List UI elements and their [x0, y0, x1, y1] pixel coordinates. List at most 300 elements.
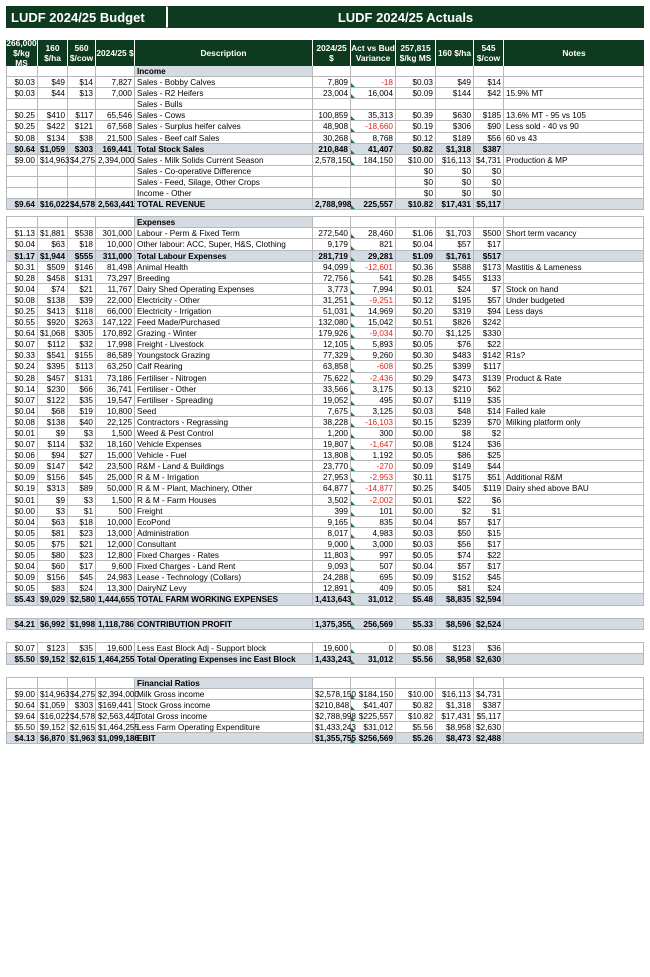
- description-cell: R & M - Farm Houses: [135, 495, 313, 505]
- actual-per-ha-cell: $57: [436, 561, 474, 571]
- actual-per-ha-cell: $152: [436, 572, 474, 582]
- actual-per-ha-cell: $0: [436, 188, 474, 198]
- description-cell: EBIT: [135, 733, 313, 743]
- actual-per-cow-cell: $0: [474, 188, 504, 198]
- budget-total-cell: 22,125: [96, 417, 135, 427]
- actual-per-cow-cell: $133: [474, 273, 504, 283]
- actual-per-kgms-cell: $0.07: [396, 395, 436, 405]
- budget-per-cow-cell: $113: [68, 361, 96, 371]
- description-cell: R & M - Irrigation: [135, 472, 313, 482]
- variance-cell: 28,460: [351, 228, 396, 238]
- budget-total-cell: 2,394,000: [98, 155, 135, 165]
- budget-per-cow-cell: $40: [68, 417, 96, 427]
- budget-per-kgms-cell: $0.08: [6, 295, 38, 305]
- budget-total-cell: 169,441: [96, 144, 135, 154]
- budget-total-cell: 13,000: [96, 528, 135, 538]
- variance-cell: 7,994: [351, 284, 396, 294]
- actual-total-cell: 272,540: [313, 228, 351, 238]
- actual-total-cell: 3,773: [313, 284, 351, 294]
- variance-cell: -18,660: [351, 121, 396, 131]
- budget-per-kgms-cell: $0.06: [6, 450, 38, 460]
- notes-cell: Mastitis & Lameness: [504, 262, 644, 272]
- notes-cell: [504, 450, 644, 460]
- notes-cell: R1s?: [504, 350, 644, 360]
- actual-per-kgms-cell: $1.09: [396, 251, 436, 261]
- variance-cell: 225,557: [351, 199, 396, 209]
- budget-per-ha-cell: $6,870: [38, 733, 68, 743]
- description-cell: Vehicle Expenses: [135, 439, 313, 449]
- budget-per-cow-cell: $303: [68, 700, 96, 710]
- budget-per-ha-cell: $6,992: [38, 619, 68, 629]
- budget-per-kgms-cell: $0.07: [6, 339, 38, 349]
- budget-per-kgms-cell: $1.13: [6, 228, 38, 238]
- actual-total-cell: 1,413,643: [315, 595, 352, 605]
- table-row: [6, 88, 644, 99]
- budget-per-ha-cell: $395: [38, 361, 68, 371]
- budget-per-kgms-cell: $9.00: [6, 155, 38, 165]
- notes-cell: [504, 328, 644, 338]
- empty-cell: [351, 678, 396, 688]
- title-row: [6, 6, 644, 28]
- budget-total-cell: 7,827: [96, 77, 135, 87]
- empty-cell: [96, 66, 135, 76]
- spacer-row: [6, 665, 644, 678]
- actual-per-cow-cell: $51: [474, 472, 504, 482]
- variance-cell: 507: [351, 561, 396, 571]
- variance-cell: 16,004: [351, 88, 396, 98]
- actual-per-ha-cell: $1,703: [436, 228, 474, 238]
- variance-cell: -9,251: [351, 295, 396, 305]
- budget-per-cow-cell: [68, 99, 96, 109]
- actual-per-ha-cell: $57: [436, 239, 474, 249]
- budget-per-cow-cell: [68, 188, 96, 198]
- description-cell: TOTAL REVENUE: [135, 199, 313, 209]
- actual-total-cell: 48,908: [313, 121, 351, 131]
- variance-cell: 3,175: [351, 384, 396, 394]
- notes-cell: [504, 166, 644, 176]
- notes-cell: [504, 384, 644, 394]
- actual-per-cow-cell: $185: [474, 110, 504, 120]
- actual-per-ha-cell: $473: [436, 373, 474, 383]
- budget-per-cow-cell: [68, 177, 96, 187]
- description-cell: Breeding: [135, 273, 313, 283]
- actual-per-cow-cell: $2,594: [474, 594, 504, 604]
- actual-total-cell: 9,000: [313, 539, 351, 549]
- actual-per-kgms-cell: $5.56: [396, 654, 436, 664]
- actual-per-ha-cell: $24: [436, 284, 474, 294]
- budget-per-kgms-cell: $4.13: [6, 733, 38, 743]
- notes-cell: Short term vacancy: [504, 228, 644, 238]
- empty-cell: [313, 678, 351, 688]
- budget-total-cell: [96, 99, 135, 109]
- variance-cell: 29,281: [351, 251, 396, 261]
- section-label: Income: [135, 66, 313, 76]
- budget-per-kgms-cell: [6, 99, 38, 109]
- budget-per-cow-cell: $18: [68, 517, 96, 527]
- budget-per-ha-cell: $81: [38, 528, 68, 538]
- notes-cell: [504, 733, 644, 743]
- notes-cell: Milking platform only: [504, 417, 644, 427]
- budget-per-ha-cell: $147: [38, 461, 68, 471]
- description-cell: Stock Gross income: [135, 700, 313, 710]
- description-cell: Total Stock Sales: [135, 144, 313, 154]
- spacer-row: [6, 630, 644, 643]
- actual-per-kgms-cell: $0.03: [396, 77, 436, 87]
- actual-per-kgms-cell: $0.15: [396, 417, 436, 427]
- notes-cell: Failed kale: [504, 406, 644, 416]
- actual-total-cell: 9,165: [313, 517, 351, 527]
- actual-per-kgms-cell: $0.82: [396, 144, 436, 154]
- variance-cell: 495: [351, 395, 396, 405]
- notes-cell: [504, 689, 644, 699]
- notes-cell: [504, 495, 644, 505]
- budget-sheet: [6, 6, 644, 744]
- budget-per-ha-cell: $14,963: [40, 155, 70, 165]
- actual-per-kgms-cell: $0.04: [396, 239, 436, 249]
- actual-total-cell: 23,004: [313, 88, 351, 98]
- actual-total-cell: 27,953: [313, 472, 351, 482]
- notes-cell: [504, 251, 644, 261]
- description-cell: Sales - Feed, Silage, Other Crops: [135, 177, 313, 187]
- actual-per-kgms-cell: $0.05: [396, 339, 436, 349]
- total-row: [6, 654, 644, 665]
- empty-cell: [396, 217, 436, 227]
- header-actual-per-ha: 160 $/ha: [436, 40, 474, 66]
- notes-cell: [504, 506, 644, 516]
- actual-per-kgms-cell: $0.28: [396, 273, 436, 283]
- budget-per-kgms-cell: $0.07: [6, 643, 38, 653]
- budget-per-ha-cell: $80: [38, 550, 68, 560]
- budget-per-ha-cell: $63: [38, 239, 68, 249]
- notes-cell: Less days: [504, 306, 644, 316]
- actual-per-ha-cell: $74: [436, 550, 474, 560]
- table-row: [6, 561, 644, 572]
- actual-per-ha-cell: $56: [436, 539, 474, 549]
- variance-cell: $256,569: [351, 733, 396, 743]
- actual-total-cell: [313, 166, 351, 176]
- empty-cell: [396, 66, 436, 76]
- budget-total-cell: 24,983: [96, 572, 135, 582]
- actual-per-kgms-cell: $10.00: [396, 155, 436, 165]
- notes-cell: [504, 461, 644, 471]
- budget-per-kgms-cell: $0.04: [6, 517, 38, 527]
- budget-per-ha-cell: $9,152: [38, 722, 68, 732]
- budget-per-kgms-cell: $0.28: [6, 273, 38, 283]
- budget-per-cow-cell: $4,578: [70, 712, 96, 722]
- actual-total-cell: 64,877: [313, 483, 351, 493]
- actual-total-cell: 19,052: [313, 395, 351, 405]
- actual-per-kgms-cell: $10.82: [396, 711, 436, 721]
- variance-cell: 0: [351, 643, 396, 653]
- actual-per-kgms-cell: $0.09: [396, 461, 436, 471]
- budget-total-cell: 2,563,441: [98, 200, 135, 210]
- budget-per-kgms-cell: $0.05: [6, 550, 38, 560]
- actual-per-ha-cell: $144: [436, 88, 474, 98]
- description-cell: Fixed Charges - Rates: [135, 550, 313, 560]
- budget-total-cell: 22,000: [96, 295, 135, 305]
- budget-per-cow-cell: $38: [68, 133, 96, 143]
- table-row: [6, 395, 644, 406]
- actual-per-ha-cell: $239: [436, 417, 474, 427]
- actual-per-ha-cell: $8,835: [436, 594, 474, 604]
- budget-total-cell: 50,000: [96, 483, 135, 493]
- actual-per-ha-cell: $483: [436, 350, 474, 360]
- budget-per-ha-cell: $920: [38, 317, 68, 327]
- budget-per-cow-cell: $555: [68, 251, 96, 261]
- empty-cell: [396, 678, 436, 688]
- table-row: [6, 262, 644, 273]
- description-cell: Income - Other: [135, 188, 313, 198]
- variance-cell: 41,407: [351, 144, 396, 154]
- actual-per-kgms-cell: [396, 99, 436, 109]
- table-row: [6, 188, 644, 199]
- actual-per-ha-cell: $0: [436, 166, 474, 176]
- actual-per-ha-cell: $8,958: [436, 722, 474, 732]
- notes-cell: Dairy shed above BAU: [504, 483, 644, 493]
- budget-total-cell: 10,800: [96, 406, 135, 416]
- notes-cell: [504, 273, 644, 283]
- budget-per-kgms-cell: $0.03: [6, 77, 38, 87]
- budget-total-cell: 1,500: [96, 495, 135, 505]
- actual-per-cow-cell: $56: [474, 133, 504, 143]
- actual-per-cow-cell: $17: [474, 239, 504, 249]
- notes-cell: [504, 317, 644, 327]
- budget-per-kgms-cell: $0.64: [6, 700, 38, 710]
- actual-per-ha-cell: $175: [436, 472, 474, 482]
- actual-total-cell: 23,770: [313, 461, 351, 471]
- budget-per-kgms-cell: $0.33: [6, 350, 38, 360]
- budget-per-kgms-cell: $0.04: [6, 561, 38, 571]
- notes-cell: [504, 361, 644, 371]
- actual-per-cow-cell: $94: [474, 306, 504, 316]
- budget-total-cell: $2,394,000: [98, 689, 139, 699]
- budget-per-kgms-cell: $0.04: [6, 406, 38, 416]
- actual-per-ha-cell: $124: [436, 439, 474, 449]
- table-row: [6, 472, 644, 483]
- actual-per-kgms-cell: $0.12: [396, 133, 436, 143]
- budget-per-cow-cell: $21: [68, 539, 96, 549]
- actual-total-cell: 1,433,243: [315, 654, 352, 664]
- section-header-row: [6, 678, 644, 689]
- actual-per-kgms-cell: $0.01: [396, 284, 436, 294]
- variance-cell: 31,012: [351, 654, 396, 664]
- actual-per-kgms-cell: $0.11: [396, 472, 436, 482]
- variance-cell: 997: [351, 550, 396, 560]
- table-row: [6, 483, 644, 494]
- budget-per-kgms-cell: $0.08: [6, 133, 38, 143]
- budget-per-kgms-cell: $1.17: [6, 251, 38, 261]
- notes-cell: [504, 619, 644, 629]
- empty-cell: [96, 678, 135, 688]
- actual-per-kgms-cell: $0.00: [396, 506, 436, 516]
- empty-cell: [504, 217, 644, 227]
- description-cell: Fertiliser - Other: [135, 384, 313, 394]
- actual-total-cell: 11,803: [313, 550, 351, 560]
- budget-per-cow-cell: $1,963: [70, 734, 96, 744]
- actual-per-cow-cell: $330: [474, 328, 504, 338]
- actual-per-kgms-cell: $0.09: [396, 88, 436, 98]
- actual-per-ha-cell: $57: [436, 517, 474, 527]
- budget-total-cell: 86,589: [96, 350, 135, 360]
- table-row: [6, 539, 644, 550]
- actual-per-cow-cell: $2,524: [474, 619, 504, 629]
- budget-per-kgms-cell: $0.64: [6, 328, 38, 338]
- variance-cell: $41,407: [351, 700, 396, 710]
- actual-per-kgms-cell: $0.09: [396, 572, 436, 582]
- budget-per-kgms-cell: $9.64: [6, 711, 38, 721]
- budget-per-ha-cell: $16,022: [40, 712, 70, 722]
- variance-cell: $184,150: [351, 689, 396, 699]
- budget-per-ha-cell: $63: [38, 517, 68, 527]
- variance-cell: 3,125: [351, 406, 396, 416]
- section-header-row: [6, 217, 644, 228]
- budget-per-kgms-cell: $0.07: [6, 395, 38, 405]
- table-row: [6, 517, 644, 528]
- header-budget-total: 2024/25 $: [96, 40, 135, 66]
- variance-cell: -2,953: [351, 472, 396, 482]
- actual-per-ha-cell: $8,958: [436, 654, 474, 664]
- actual-per-ha-cell: $48: [436, 406, 474, 416]
- description-cell: Total Gross income: [135, 711, 313, 721]
- actual-total-cell: 72,756: [313, 273, 351, 283]
- budget-total-cell: 15,000: [96, 450, 135, 460]
- description-cell: Contractors - Regrassing: [135, 417, 313, 427]
- description-cell: Administration: [135, 528, 313, 538]
- empty-cell: [96, 217, 135, 227]
- actual-per-kgms-cell: $0.05: [396, 550, 436, 560]
- variance-cell: -16,103: [351, 417, 396, 427]
- budget-per-cow-cell: $146: [68, 262, 96, 272]
- variance-cell: -9,034: [351, 328, 396, 338]
- budget-per-ha-cell: $9: [38, 495, 68, 505]
- actual-per-cow-cell: $42: [474, 88, 504, 98]
- notes-cell: [504, 700, 644, 710]
- spacer-row: [6, 210, 644, 217]
- header-actual-per-cow: 545 $/cow: [474, 40, 504, 66]
- actual-per-kgms-cell: $0.03: [396, 406, 436, 416]
- notes-cell: Production & MP: [504, 155, 644, 165]
- description-cell: Lease - Technology (Collars): [135, 572, 313, 582]
- table-row: [6, 373, 644, 384]
- actual-per-cow-cell: $5,117: [474, 711, 504, 721]
- budget-per-ha-cell: $541: [38, 350, 68, 360]
- budget-total-cell: 36,741: [96, 384, 135, 394]
- header-notes: Notes: [562, 48, 586, 58]
- description-cell: Feed Made/Purchased: [135, 317, 313, 327]
- table-row: [6, 99, 644, 110]
- notes-cell: [504, 77, 644, 87]
- actual-per-cow-cell: $119: [474, 483, 504, 493]
- variance-cell: 4,983: [351, 528, 396, 538]
- budget-per-kgms-cell: $0.25: [6, 306, 38, 316]
- budget-per-cow-cell: $4,275: [70, 155, 96, 165]
- description-cell: Sales - Co-operative Difference: [135, 166, 313, 176]
- actual-per-ha-cell: [436, 99, 474, 109]
- budget-per-kgms-cell: $0.64: [6, 144, 38, 154]
- variance-cell: 31,012: [351, 594, 396, 604]
- section-label: Expenses: [135, 217, 313, 227]
- budget-per-cow-cell: $45: [68, 472, 96, 482]
- empty-cell: [436, 66, 474, 76]
- variance-cell: -12,601: [351, 262, 396, 272]
- actual-per-ha-cell: $17,431: [436, 711, 474, 721]
- variance-cell: 9,260: [351, 350, 396, 360]
- table-row: [6, 306, 644, 317]
- budget-per-cow-cell: $4,578: [70, 200, 96, 210]
- description-cell: Calf Rearing: [135, 361, 313, 371]
- description-cell: Seed: [135, 406, 313, 416]
- actual-per-cow-cell: $62: [474, 384, 504, 394]
- budget-per-kgms-cell: $0.01: [6, 428, 38, 438]
- table-row: [6, 643, 644, 654]
- notes-cell: 15.9% MT: [504, 88, 644, 98]
- description-cell: Sales - Milk Solids Current Season: [135, 155, 313, 165]
- empty-cell: [474, 678, 504, 688]
- actual-total-cell: 13,808: [313, 450, 351, 460]
- header-budget-per-cow: 560 $/cow: [68, 40, 96, 66]
- actual-per-ha-cell: $8,473: [436, 733, 474, 743]
- budget-per-ha-cell: $112: [38, 339, 68, 349]
- actual-per-cow-cell: $142: [474, 350, 504, 360]
- description-cell: Fertiliser - Nitrogen: [135, 373, 313, 383]
- table-row: [6, 689, 644, 700]
- actual-per-kgms-cell: $0.08: [396, 643, 436, 653]
- budget-per-kgms-cell: $0.25: [6, 121, 38, 131]
- budget-per-ha-cell: $9,152: [38, 654, 68, 664]
- actual-per-ha-cell: $49: [436, 77, 474, 87]
- actual-per-kgms-cell: $5.33: [396, 619, 436, 629]
- budget-per-ha-cell: $134: [38, 133, 68, 143]
- actual-per-kgms-cell: $0.03: [396, 539, 436, 549]
- notes-cell: [504, 539, 644, 549]
- description-cell: Electricity - Irrigation: [135, 306, 313, 316]
- budget-per-kgms-cell: $0.05: [6, 583, 38, 593]
- notes-cell: 13.6% MT - 95 vs 105: [504, 110, 644, 120]
- budget-total-cell: 66,000: [96, 306, 135, 316]
- actual-per-ha-cell: $588: [436, 262, 474, 272]
- actual-total-cell: 8,017: [313, 528, 351, 538]
- budget-total-cell: 19,600: [96, 643, 135, 653]
- budget-per-ha-cell: $230: [38, 384, 68, 394]
- variance-cell: 184,150: [351, 155, 396, 165]
- budget-per-kgms-cell: $0.04: [6, 239, 38, 249]
- budget-total-cell: 23,500: [96, 461, 135, 471]
- budget-per-cow-cell: $89: [68, 483, 96, 493]
- actual-per-ha-cell: $1,125: [436, 328, 474, 338]
- actual-per-kgms-cell: $5.26: [396, 733, 436, 743]
- header-budget-per-kgms: 266,000 $/kg MS: [6, 38, 37, 68]
- budget-per-cow-cell: $24: [68, 583, 96, 593]
- actual-per-ha-cell: $8: [436, 428, 474, 438]
- description-cell: Freight: [135, 506, 313, 516]
- variance-cell: 14,969: [351, 306, 396, 316]
- empty-cell: [38, 66, 68, 76]
- budget-per-cow-cell: $131: [68, 373, 96, 383]
- description-cell: Fertiliser - Spreading: [135, 395, 313, 405]
- actual-per-kgms-cell: $10.82: [396, 199, 436, 209]
- budget-per-cow-cell: $538: [68, 228, 96, 238]
- budget-per-ha-cell: [38, 177, 68, 187]
- budget-per-kgms-cell: $0.25: [6, 110, 38, 120]
- actual-per-kgms-cell: $0.25: [396, 483, 436, 493]
- budget-total-cell: 10,000: [96, 239, 135, 249]
- actual-total-cell: 7,675: [313, 406, 351, 416]
- budget-per-kgms-cell: $0.31: [6, 262, 38, 272]
- budget-per-ha-cell: $75: [38, 539, 68, 549]
- table-row: [6, 506, 644, 517]
- actual-per-ha-cell: $630: [436, 110, 474, 120]
- table-row: [6, 700, 644, 711]
